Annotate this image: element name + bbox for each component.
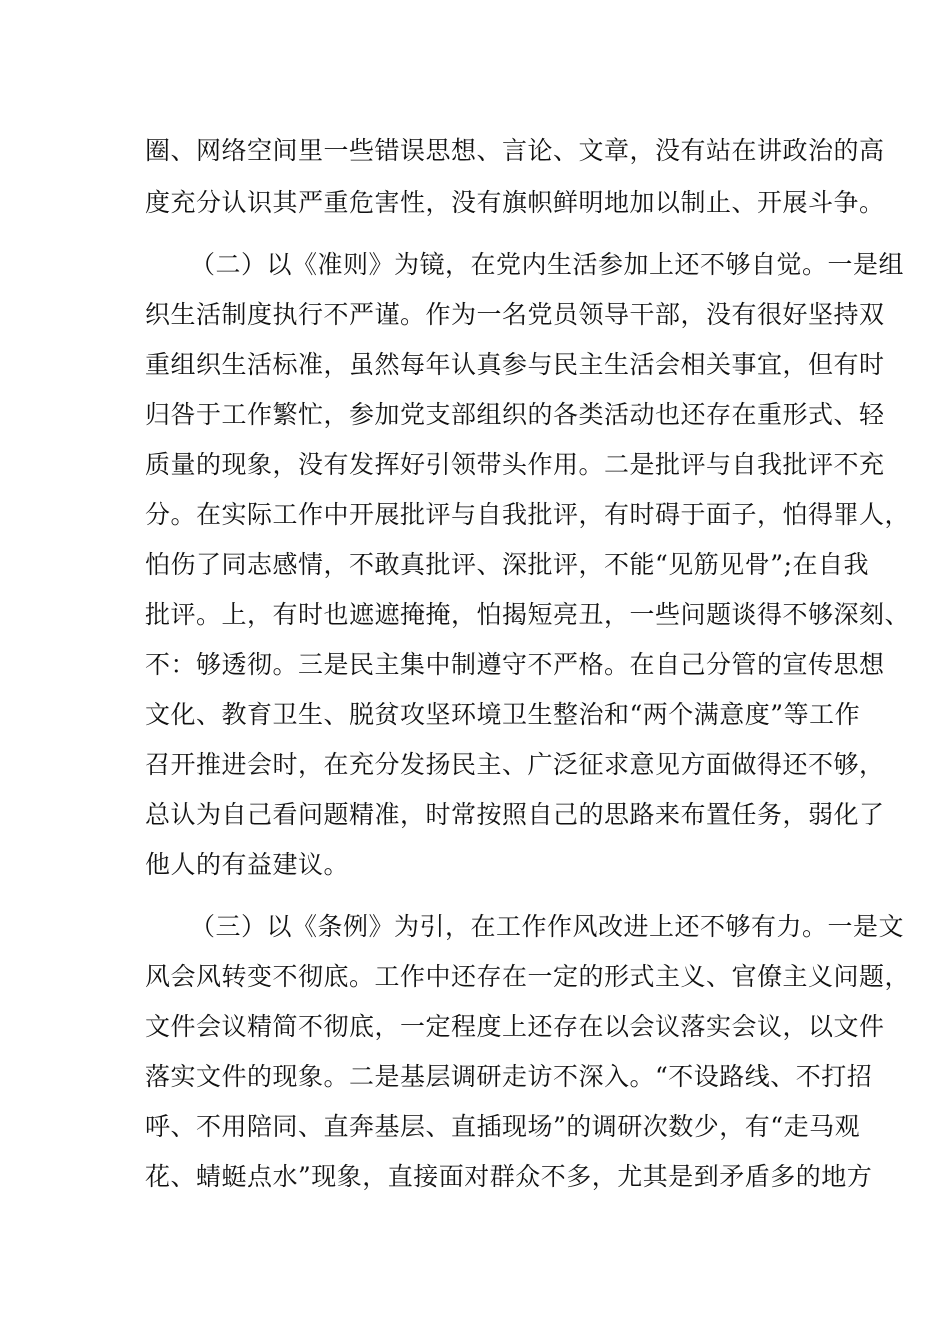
text-line: 落实文件的现象。二是基层调研走访不深入。“不设路线、不打招 bbox=[145, 1062, 873, 1091]
text-line: （三）以《条例》为引，在工作作风改进上还不够有力。一是文 bbox=[190, 912, 905, 941]
text-line: 度充分认识其严重危害性，没有旗帜鲜明地加以制止、开展斗争。 bbox=[145, 188, 885, 217]
text-line: 归咎于工作繁忙，参加党支部组织的各类活动也还存在重形式、轻 bbox=[145, 400, 885, 429]
text-line: 织生活制度执行不严谨。作为一名党员领导干部，没有很好坚持双 bbox=[145, 300, 885, 329]
text-line: 呼、不用陪同、直奔基层、直插现场”的调研次数少，有“走马观 bbox=[145, 1112, 861, 1141]
text-line: 总认为自己看问题精准，时常按照自己的思路来布置任务，弱化了 bbox=[145, 800, 885, 829]
text-line: 怕伤了同志感情，不敢真批评、深批评，不能“见筋见骨”;在自我 bbox=[145, 550, 869, 579]
text-line: 花、蜻蜓点水”现象，直接面对群众不多，尤其是到矛盾多的地方 bbox=[145, 1162, 873, 1191]
text-line: 文化、教育卫生、脱贫攻坚环境卫生整治和“两个满意度”等工作 bbox=[145, 700, 861, 729]
text-line: 质量的现象，没有发挥好引领带头作用。二是批评与自我批评不充 bbox=[145, 450, 885, 479]
text-line: 不：够透彻。三是民主集中制遵守不严格。在自己分管的宣传思想 bbox=[145, 650, 885, 679]
text-line: 风会风转变不彻底。工作中还存在一定的形式主义、官僚主义问题， bbox=[145, 962, 911, 991]
text-line: 批评。上，有时也遮遮掩掩，怕揭短亮丑，一些问题谈得不够深刻、 bbox=[145, 600, 911, 629]
text-line: 召开推进会时，在充分发扬民主、广泛征求意见方面做得还不够， bbox=[145, 750, 885, 779]
text-line: 分。在实际工作中开展批评与自我批评，有时碍于面子，怕得罪人， bbox=[145, 500, 911, 529]
text-line: （二）以《准则》为镜，在党内生活参加上还不够自觉。一是组 bbox=[190, 250, 905, 279]
text-line: 圈、网络空间里一些错误思想、言论、文章，没有站在讲政治的高 bbox=[145, 136, 885, 165]
text-line: 他人的有益建议。 bbox=[145, 850, 350, 879]
text-line: 重组织生活标准，虽然每年认真参与民主生活会相关事宜，但有时 bbox=[145, 350, 885, 379]
text-line: 文件会议精简不彻底，一定程度上还存在以会议落实会议，以文件 bbox=[145, 1012, 885, 1041]
